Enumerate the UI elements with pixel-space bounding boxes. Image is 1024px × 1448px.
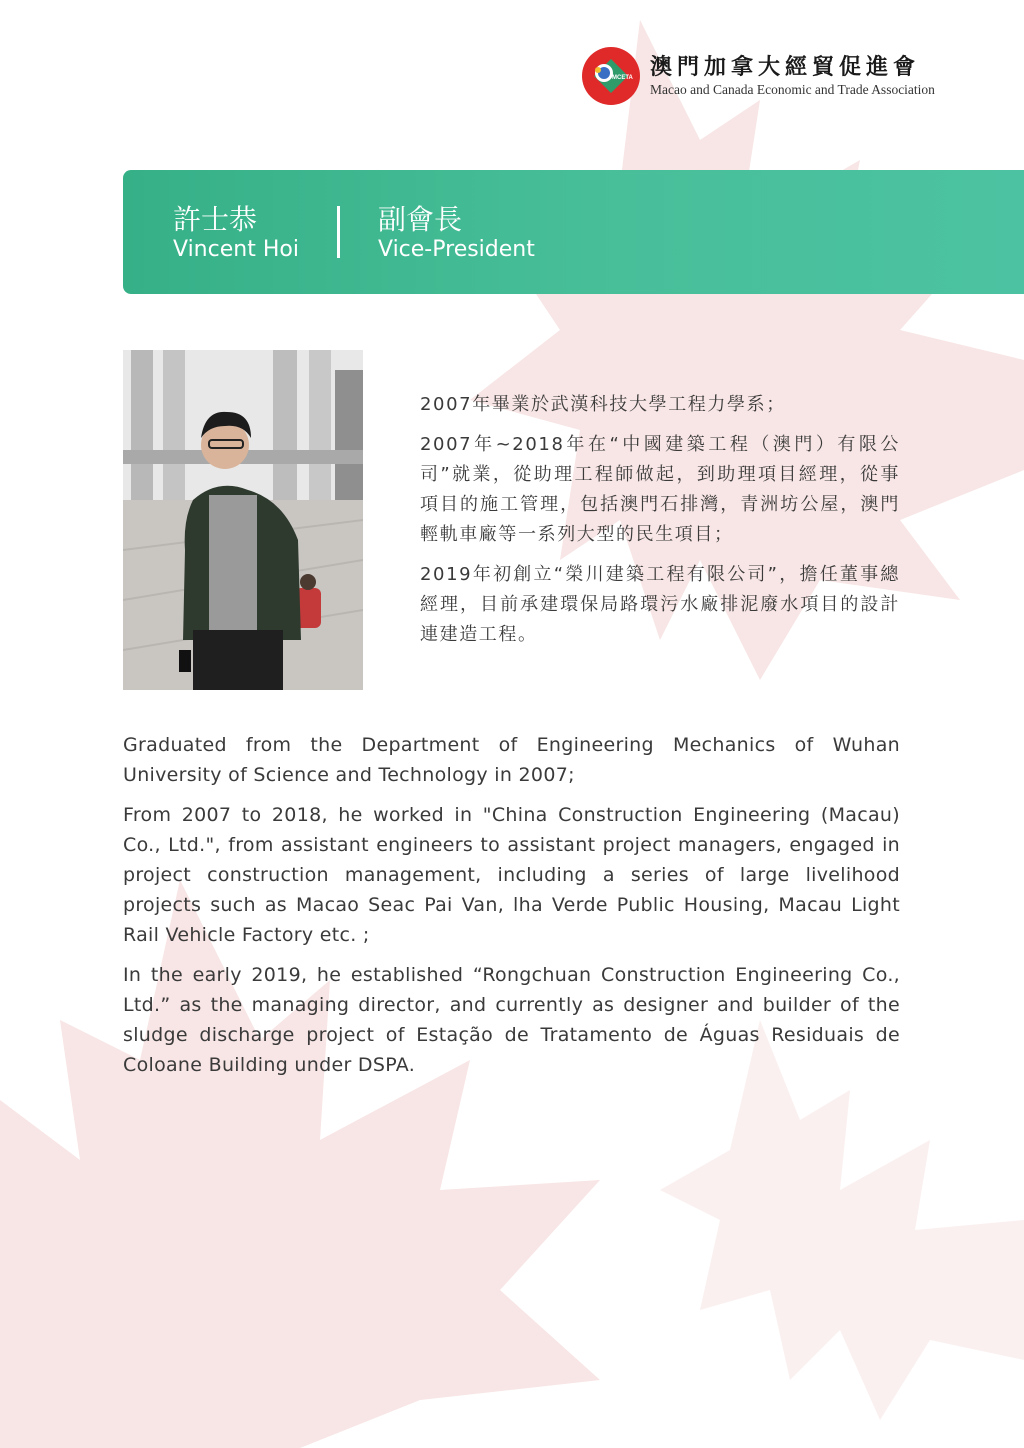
bio-zh-paragraph: 2019年初創立“榮川建築工程有限公司”，擔任董事總經理，目前承建環保局路環污水廠排泥廢水項目的設計連建造工程。 [420, 564, 900, 645]
association-logo [580, 46, 980, 106]
person-name [173, 204, 299, 264]
bio-english [123, 730, 900, 1090]
bio-en-paragraph: From 2007 to 2018, he worked in "China Construction Engineering (Macau) Co., Ltd.", from assistant engineers to assistant project managers, engaged in project construction management, including a series of large livelihood projects such as Macao Seac Pai Van, lha Verde Public Housing, Macau Light Rail Vehicle Factory etc. ; [123, 804, 900, 946]
mceta-emblem-icon [580, 45, 642, 107]
person-name-zh: 許士恭 [173, 203, 258, 236]
association-name-en: Macao and Canada Economic and Trade Association [650, 82, 935, 97]
portrait-photo [123, 350, 363, 690]
bio-zh-paragraph: 2007年畢業於武漢科技大學工程力學系； [420, 394, 786, 415]
person-title [378, 204, 535, 264]
person-title-zh: 副會長 [378, 203, 463, 236]
association-name-zh: 澳門加拿大經貿促進會 [650, 54, 921, 80]
bio-zh-paragraph: 2007年~2018年在“中國建築工程（澳門）有限公司”就業，從助理工程師做起，到助理項目經理，從事項目的施工管理，包括澳門石排灣，青洲坊公屋，澳門輕軌車廠等一系列大型的民生項目； [420, 434, 900, 545]
logo-badge-text: MCETA [612, 75, 633, 81]
person-name-en: Vincent Hoi [173, 237, 299, 262]
bio-en-paragraph: In the early 2019, he established “Rongchuan Construction Engineering Co., Ltd.” as the managing director, and currently as designer and builder of the sludge discharge project of Estação de Tratamento de Águas Residuais de Coloane Building under DSPA. [123, 964, 900, 1076]
person-title-en: Vice-President [378, 237, 535, 262]
bio-en-paragraph: Graduated from the Department of Engineering Mechanics of Wuhan University of Science and Technology in 2007; [123, 734, 900, 786]
name-title-banner [123, 170, 1024, 294]
banner-divider [337, 206, 340, 258]
bio-chinese [420, 390, 900, 660]
